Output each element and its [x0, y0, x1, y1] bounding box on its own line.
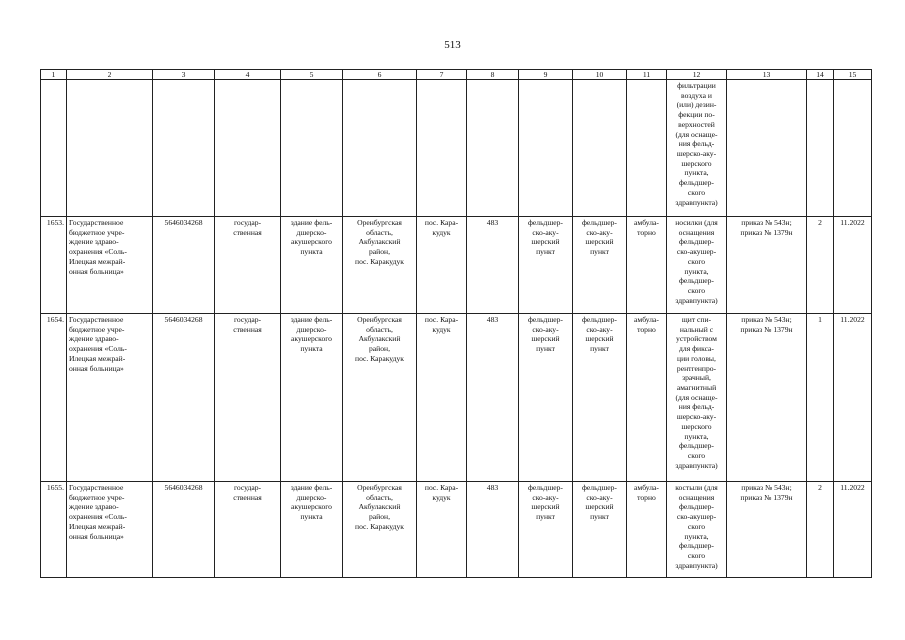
continuation-row — [41, 80, 872, 217]
header-cell: 5 — [281, 70, 343, 80]
address-cell: Оренбургская область, Акбулакский район, пос. Каракудук — [355, 483, 404, 531]
ownership-cell: государ- ственная — [233, 315, 262, 334]
header-cell: 12 — [667, 70, 727, 80]
facility-unit-cell: фельдшер- ско-аку- шерский пункт — [582, 218, 617, 257]
table-row — [41, 482, 872, 578]
table-cell — [807, 80, 834, 217]
equipment-text: щит спи- нальный с устройством для фикса- ции головы, рентгенпро- зрачный, амагнитный (для оснаще- ния фельд- шерско-аку- шерского пункта, фельдшер- ского здравпункта) — [675, 315, 718, 470]
equipment-text: носилки (для оснащения фельдшер- ско-акушер- ского пункта, фельдшер- ского здравпункта) — [675, 218, 718, 305]
page-number: 513 — [444, 39, 461, 51]
header-cell: 8 — [467, 70, 519, 80]
header-cell: 10 — [573, 70, 627, 80]
settlement-cell: пос. Кара- кудук — [424, 483, 459, 502]
population-cell: 483 — [467, 314, 519, 482]
building-cell: здание фель- дшерско- акушерского пункта — [290, 218, 333, 257]
facility-type-cell: фельдшер- ско-аку- шерский пункт — [528, 483, 563, 522]
organization-name: Государственное бюджетное учре- ждение здраво- охранения «Соль- Илецкая межрай- онная больница» — [69, 218, 127, 276]
table-row — [41, 217, 872, 314]
address-cell: Оренбургская область, Акбулакский район, пос. Каракудук — [355, 218, 404, 266]
table-cell — [215, 80, 281, 217]
table-cell — [343, 80, 417, 217]
header-cell: 2 — [67, 70, 153, 80]
ownership-cell: государ- ственная — [233, 483, 262, 502]
header-cell: 14 — [807, 70, 834, 80]
care-conditions-cell: амбула- торно — [634, 483, 659, 502]
header-cell: 9 — [519, 70, 573, 80]
table-cell — [519, 80, 573, 217]
building-cell: здание фель- дшерско- акушерского пункта — [290, 315, 333, 354]
row-number: 1655. — [41, 482, 67, 578]
table-cell — [67, 80, 153, 217]
equipment-cell — [667, 80, 727, 217]
facility-unit-cell: фельдшер- ско-аку- шерский пункт — [582, 315, 617, 354]
settlement-cell: пос. Кара- кудук — [424, 218, 459, 237]
table-row — [41, 314, 872, 482]
quantity-cell: 2 — [807, 217, 834, 314]
row-number: 1654. — [41, 314, 67, 482]
date-cell: 11.2022 — [834, 217, 872, 314]
header-cell: 7 — [417, 70, 467, 80]
facility-type-cell: фельдшер- ско-аку- шерский пункт — [528, 315, 563, 354]
organization-name: Государственное бюджетное учре- ждение здраво- охранения «Соль- Илецкая межрай- онная больница» — [69, 315, 127, 373]
table-cell — [467, 80, 519, 217]
equipment-table — [40, 69, 872, 578]
header-cell: 15 — [834, 70, 872, 80]
facility-unit-cell: фельдшер- ско-аку- шерский пункт — [582, 483, 617, 522]
inn-cell: 5646034268 — [153, 482, 215, 578]
header-cell: 6 — [343, 70, 417, 80]
inn-cell: 5646034268 — [153, 314, 215, 482]
settlement-cell: пос. Кара- кудук — [424, 315, 459, 334]
date-cell: 11.2022 — [834, 314, 872, 482]
inn-cell: 5646034268 — [153, 217, 215, 314]
header-cell: 1 — [41, 70, 67, 80]
table-cell — [153, 80, 215, 217]
care-conditions-cell: амбула- торно — [634, 315, 659, 334]
date-cell: 11.2022 — [834, 482, 872, 578]
table-cell — [834, 80, 872, 217]
population-cell: 483 — [467, 217, 519, 314]
row-number: 1653. — [41, 217, 67, 314]
quantity-cell: 1 — [807, 314, 834, 482]
ownership-cell: государ- ственная — [233, 218, 262, 237]
header-row — [41, 70, 872, 80]
header-cell: 4 — [215, 70, 281, 80]
population-cell: 483 — [467, 482, 519, 578]
order-reference-cell: приказ № 543н; приказ № 1379н — [740, 483, 793, 502]
address-cell: Оренбургская область, Акбулакский район, пос. Каракудук — [355, 315, 404, 363]
facility-type-cell: фельдшер- ско-аку- шерский пункт — [528, 218, 563, 257]
table-cell — [573, 80, 627, 217]
header-cell: 13 — [727, 70, 807, 80]
order-reference-cell: приказ № 543н; приказ № 1379н — [740, 218, 793, 237]
quantity-cell: 2 — [807, 482, 834, 578]
building-cell: здание фель- дшерско- акушерского пункта — [290, 483, 333, 522]
table-cell — [727, 80, 807, 217]
organization-name: Государственное бюджетное учре- ждение здраво- охранения «Соль- Илецкая межрай- онная больница» — [69, 483, 127, 541]
care-conditions-cell: амбула- торно — [634, 218, 659, 237]
equipment-text: фильтрации воздуха и (или) дезин- фекции по- верхностей (для оснаще- ния фельд- шерско-аку- шерского пункта, фельдшер- ского здравпункта) — [675, 81, 718, 207]
header-cell: 11 — [627, 70, 667, 80]
header-cell: 3 — [153, 70, 215, 80]
table-cell — [41, 80, 67, 217]
table-cell — [281, 80, 343, 217]
equipment-text: костыли (для оснащения фельдшер- ско-акушер- ского пункта, фельдшер- ского здравпункта) — [675, 483, 718, 570]
order-reference-cell: приказ № 543н; приказ № 1379н — [740, 315, 793, 334]
table-cell — [627, 80, 667, 217]
table-cell — [417, 80, 467, 217]
